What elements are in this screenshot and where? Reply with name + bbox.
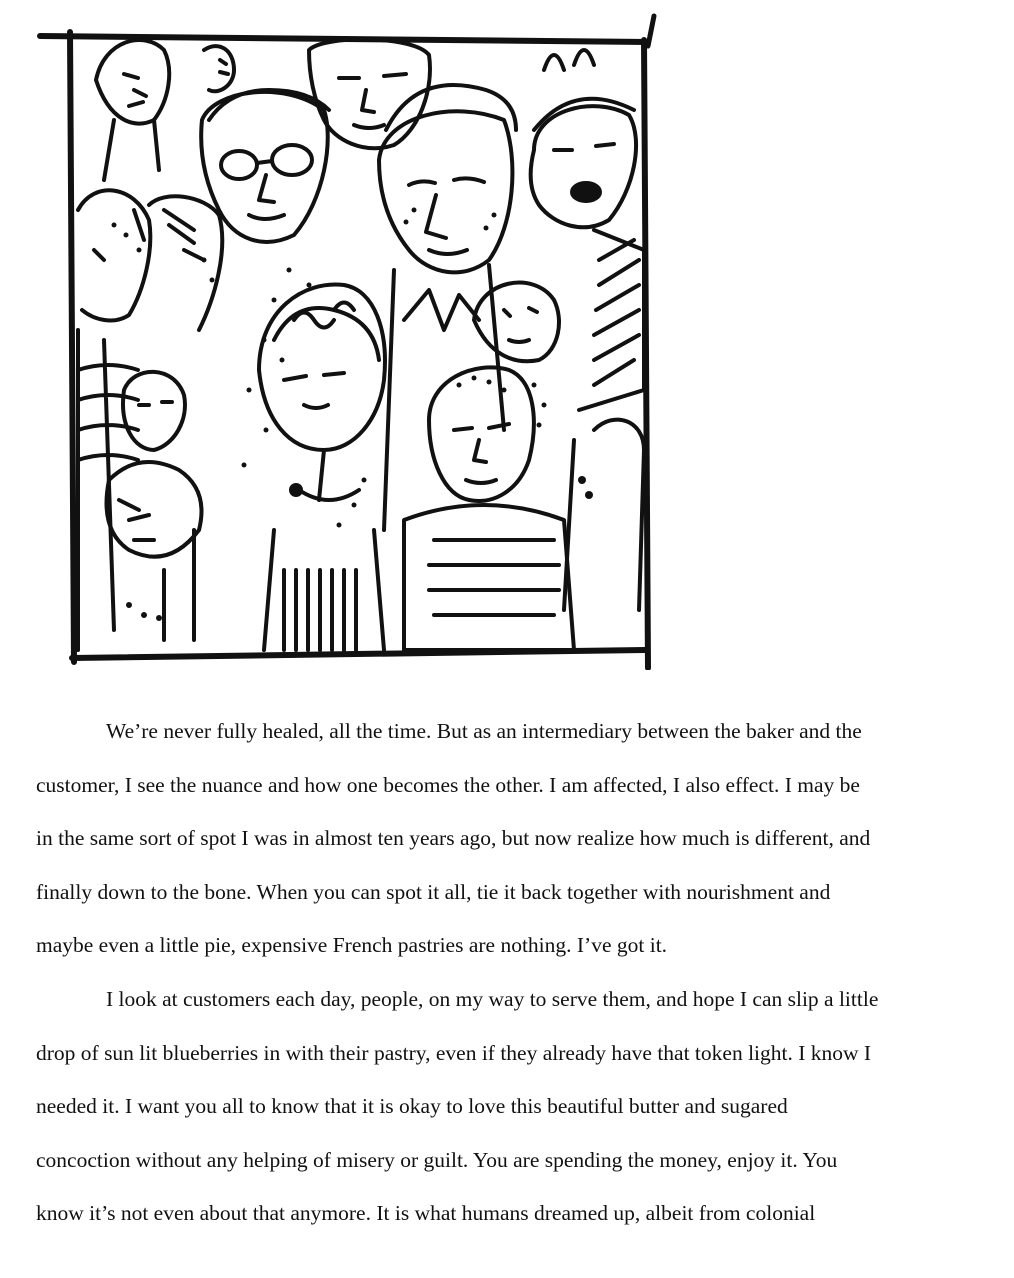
- text-line: finally down to the bone. When you can spot it all, tie it back together with nourishment and: [36, 879, 831, 904]
- body-text: [36, 705, 966, 1241]
- text-line: I look at customers each day, people, on my way to serve them, and hope I can slip a little: [106, 986, 879, 1011]
- text-line: maybe even a little pie, expensive French pastries are nothing. I’ve got it.: [36, 933, 668, 958]
- text-line: We’re never fully healed, all the time. But as an intermediary between the baker and the: [106, 719, 862, 743]
- text-line: know it’s not even about that anymore. It is what humans dreamed up, albeit from colonial: [36, 1201, 816, 1226]
- text-line: drop of sun lit blueberries in with their pastry, even if they already have that token light. I know I: [36, 1040, 872, 1065]
- crowd-illustration: [34, 10, 684, 670]
- text-line: customer, I see the nuance and how one becomes the other. I am affected, I also effect. I may be: [36, 772, 860, 797]
- text-line: needed it. I want you all to know that it is okay to love this beautiful butter and sugared: [36, 1094, 788, 1119]
- paragraph-2: [36, 973, 966, 1241]
- text-line: in the same sort of spot I was in almost ten years ago, but now realize how much is different, and: [36, 826, 871, 851]
- paragraph-1: [36, 705, 966, 973]
- text-line: concoction without any helping of misery or guilt. You are spending the money, enjoy it. You: [36, 1147, 838, 1172]
- crowd-sketch-icon: [34, 10, 684, 670]
